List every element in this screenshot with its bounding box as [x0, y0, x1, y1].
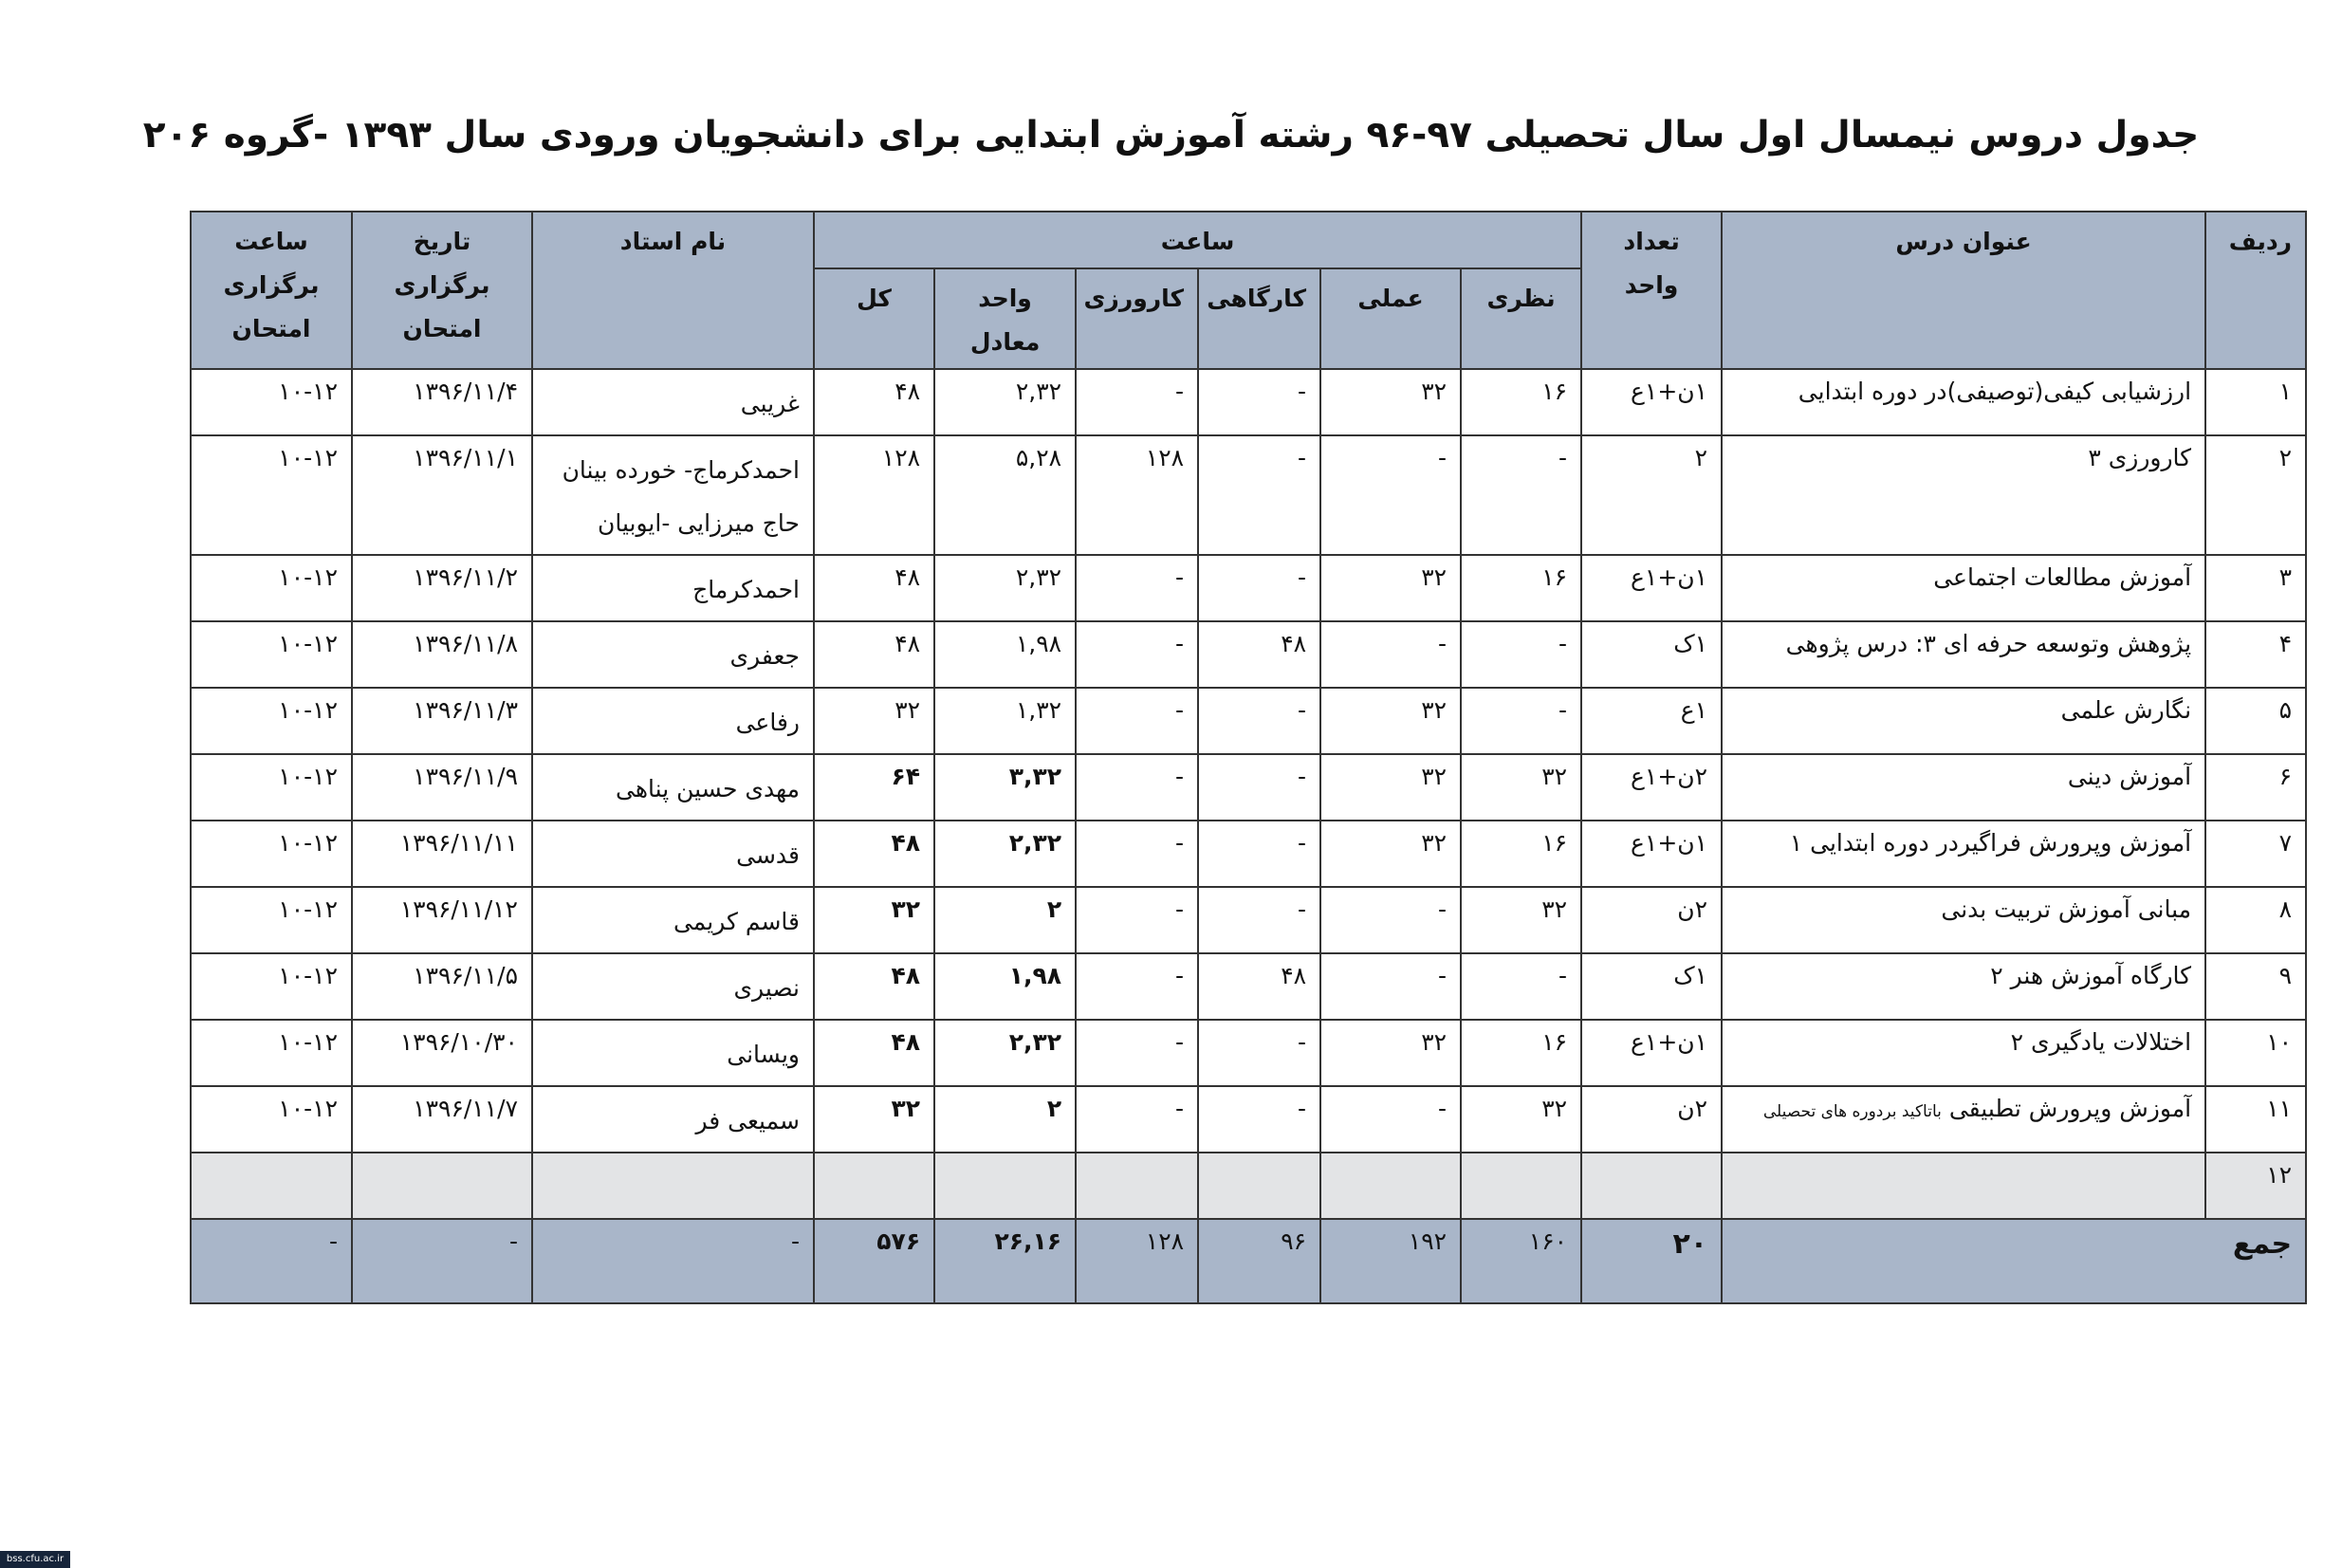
header-internship: کارورزی	[1076, 268, 1198, 369]
workshop-cell: -	[1198, 887, 1320, 953]
units-cell: ۲	[1581, 435, 1722, 555]
total-hours-cell: ۳۲	[814, 688, 934, 754]
total-hours-cell	[814, 1153, 934, 1219]
course-title-cell	[1722, 688, 2205, 754]
equivalent-units-cell: ۲,۳۲	[934, 821, 1076, 887]
practical-cell: ۳۲	[1320, 754, 1461, 821]
practical-cell: ۳۲	[1320, 555, 1461, 621]
professor-cell: احمدکرماج- خورده بینان حاج میرزایی -ایوبیان	[532, 435, 814, 555]
row-number: ۱۰	[2205, 1020, 2306, 1086]
course-title: آموزش وپرورش فراگیردر دوره ابتدایی ۱	[1789, 829, 2192, 857]
table-row	[191, 688, 2306, 754]
exam-date-cell: ۱۳۹۶/۱۱/۷	[352, 1086, 532, 1153]
total-exam-date: -	[352, 1219, 532, 1303]
table-row	[191, 887, 2306, 953]
units-cell: ۱ن+۱ع	[1581, 1020, 1722, 1086]
workshop-cell: -	[1198, 821, 1320, 887]
course-title: نگارش علمی	[2060, 696, 2192, 724]
units-cell	[1581, 1153, 1722, 1219]
professor-cell: مهدی حسین پناهی	[532, 754, 814, 821]
workshop-cell: -	[1198, 754, 1320, 821]
row-number: ۹	[2205, 953, 2306, 1020]
theory-cell: ۱۶	[1461, 555, 1581, 621]
workshop-cell: -	[1198, 688, 1320, 754]
table-row	[191, 1086, 2306, 1153]
theory-cell: -	[1461, 435, 1581, 555]
workshop-cell: -	[1198, 555, 1320, 621]
equivalent-units-cell: ۲,۳۲	[934, 1020, 1076, 1086]
row-number: ۱۲	[2205, 1153, 2306, 1219]
exam-time-cell	[191, 1153, 352, 1219]
theory-cell: -	[1461, 688, 1581, 754]
table-row	[191, 1020, 2306, 1086]
internship-cell: -	[1076, 887, 1198, 953]
exam-date-cell: ۱۳۹۶/۱۰/۳۰	[352, 1020, 532, 1086]
internship-cell: -	[1076, 821, 1198, 887]
header-practical: عملی	[1320, 268, 1461, 369]
course-schedule-table	[190, 211, 2307, 1304]
course-title: ارزشیابی کیفی(توصیفی)در دوره ابتدایی	[1798, 378, 2192, 405]
theory-cell: ۳۲	[1461, 754, 1581, 821]
row-number: ۸	[2205, 887, 2306, 953]
exam-time-cell: ۱۰-۱۲	[191, 688, 352, 754]
total-equivalent-units: ۲۶,۱۶	[934, 1219, 1076, 1303]
course-title: آموزش مطالعات اجتماعی	[1933, 563, 2192, 591]
total-units: ۲۰	[1581, 1219, 1722, 1303]
header-course-title: عنوان درس	[1722, 212, 2205, 369]
row-number: ۵	[2205, 688, 2306, 754]
exam-date-cell: ۱۳۹۶/۱۱/۴	[352, 369, 532, 435]
professor-cell: نصیری	[532, 953, 814, 1020]
header-units: تعداد واحد	[1581, 212, 1722, 369]
units-cell: ۲ن	[1581, 1086, 1722, 1153]
header-hours: ساعت	[814, 212, 1581, 268]
total-hours-cell: ۴۸	[814, 621, 934, 688]
professor-cell: سمیعی فر	[532, 1086, 814, 1153]
theory-cell: ۱۶	[1461, 1020, 1581, 1086]
table-row-total	[191, 1219, 2306, 1303]
header-workshop: کارگاهی	[1198, 268, 1320, 369]
course-title-cell	[1722, 887, 2205, 953]
table-row	[191, 821, 2306, 887]
professor-cell: ویسانی	[532, 1020, 814, 1086]
header-row	[191, 212, 2306, 268]
units-cell: ۱ن+۱ع	[1581, 821, 1722, 887]
table-body	[191, 369, 2306, 1303]
internship-cell: -	[1076, 953, 1198, 1020]
table-row	[191, 555, 2306, 621]
theory-cell	[1461, 1153, 1581, 1219]
row-number: ۴	[2205, 621, 2306, 688]
theory-cell: ۱۶	[1461, 369, 1581, 435]
total-hours-cell: ۶۴	[814, 754, 934, 821]
equivalent-units-cell: ۵,۲۸	[934, 435, 1076, 555]
course-title-cell	[1722, 621, 2205, 688]
row-number: ۷	[2205, 821, 2306, 887]
exam-time-cell: ۱۰-۱۲	[191, 887, 352, 953]
course-title-cell	[1722, 754, 2205, 821]
equivalent-units-cell: ۲,۳۲	[934, 555, 1076, 621]
equivalent-units-cell: ۱,۳۲	[934, 688, 1076, 754]
row-number: ۳	[2205, 555, 2306, 621]
exam-time-cell: ۱۰-۱۲	[191, 435, 352, 555]
table-row-empty	[191, 1153, 2306, 1219]
practical-cell: ۳۲	[1320, 821, 1461, 887]
internship-cell: -	[1076, 754, 1198, 821]
course-title: مبانی آموزش تربیت بدنی	[1941, 895, 2192, 923]
equivalent-units-cell: ۲,۳۲	[934, 369, 1076, 435]
exam-time-cell: ۱۰-۱۲	[191, 1020, 352, 1086]
workshop-cell: -	[1198, 435, 1320, 555]
internship-cell	[1076, 1153, 1198, 1219]
exam-time-cell: ۱۰-۱۲	[191, 1086, 352, 1153]
professor-cell	[532, 1153, 814, 1219]
exam-date-cell: ۱۳۹۶/۱۱/۸	[352, 621, 532, 688]
course-title-cell	[1722, 369, 2205, 435]
professor-cell: جعفری	[532, 621, 814, 688]
practical-cell: -	[1320, 621, 1461, 688]
header-exam-date: تاریخ برگزاری امتحان	[352, 212, 532, 369]
row-number: ۶	[2205, 754, 2306, 821]
equivalent-units-cell: ۲	[934, 887, 1076, 953]
site-logo: bss.cfu.ac.ir	[0, 1551, 70, 1568]
exam-time-cell: ۱۰-۱۲	[191, 555, 352, 621]
page-title: جدول دروس نیمسال اول سال تحصیلی ۹۷-۹۶ رشته آموزش ابتدایی برای دانشجویان ورودی سال ۱۳۹۳ -گروه ۲۰۶	[142, 114, 2200, 157]
exam-date-cell: ۱۳۹۶/۱۱/۳	[352, 688, 532, 754]
theory-cell: -	[1461, 621, 1581, 688]
course-title-cell	[1722, 1153, 2205, 1219]
professor-cell: رفاعی	[532, 688, 814, 754]
internship-cell: -	[1076, 1086, 1198, 1153]
course-title: کارورزی ۳	[2088, 444, 2192, 471]
workshop-cell: ۴۸	[1198, 621, 1320, 688]
internship-cell: -	[1076, 688, 1198, 754]
internship-cell: -	[1076, 555, 1198, 621]
total-workshop: ۹۶	[1198, 1219, 1320, 1303]
exam-time-cell: ۱۰-۱۲	[191, 821, 352, 887]
professor-cell: قاسم کریمی	[532, 887, 814, 953]
exam-time-cell: ۱۰-۱۲	[191, 621, 352, 688]
total-professor: -	[532, 1219, 814, 1303]
workshop-cell: ۴۸	[1198, 953, 1320, 1020]
exam-time-cell: ۱۰-۱۲	[191, 369, 352, 435]
total-hours-cell: ۱۲۸	[814, 435, 934, 555]
course-title: پژوهش وتوسعه حرفه ای ۳: درس پژوهی	[1785, 630, 2192, 657]
total-theory: ۱۶۰	[1461, 1219, 1581, 1303]
practical-cell: -	[1320, 887, 1461, 953]
course-title: آموزش وپرورش تطبیقی	[1948, 1095, 2192, 1122]
course-title: اختلالات یادگیری ۲	[2010, 1028, 2192, 1056]
equivalent-units-cell	[934, 1153, 1076, 1219]
table-row	[191, 435, 2306, 555]
practical-cell: ۳۲	[1320, 369, 1461, 435]
internship-cell: -	[1076, 1020, 1198, 1086]
table-row	[191, 754, 2306, 821]
course-title-cell	[1722, 1086, 2205, 1153]
course-title: آموزش دینی	[2067, 763, 2192, 790]
total-hours-cell: ۴۸	[814, 1020, 934, 1086]
internship-cell: -	[1076, 369, 1198, 435]
practical-cell: ۳۲	[1320, 688, 1461, 754]
exam-date-cell: ۱۳۹۶/۱۱/۵	[352, 953, 532, 1020]
table-row	[191, 369, 2306, 435]
equivalent-units-cell: ۲	[934, 1086, 1076, 1153]
exam-date-cell: ۱۳۹۶/۱۱/۹	[352, 754, 532, 821]
units-cell: ۲ن	[1581, 887, 1722, 953]
total-hours-cell: ۴۸	[814, 821, 934, 887]
total-hours-cell: ۴۸	[814, 555, 934, 621]
units-cell: ۱ع	[1581, 688, 1722, 754]
equivalent-units-cell: ۱,۹۸	[934, 621, 1076, 688]
units-cell: ۱ک	[1581, 953, 1722, 1020]
practical-cell: -	[1320, 1086, 1461, 1153]
total-hours-cell: ۴۸	[814, 369, 934, 435]
professor-cell: غریبی	[532, 369, 814, 435]
equivalent-units-cell: ۳,۳۲	[934, 754, 1076, 821]
equivalent-units-cell: ۱,۹۸	[934, 953, 1076, 1020]
total-internship: ۱۲۸	[1076, 1219, 1198, 1303]
exam-time-cell: ۱۰-۱۲	[191, 754, 352, 821]
row-number: ۲	[2205, 435, 2306, 555]
exam-date-cell: ۱۳۹۶/۱۱/۱۲	[352, 887, 532, 953]
table-row	[191, 621, 2306, 688]
total-hours-cell: ۴۸	[814, 953, 934, 1020]
exam-date-cell: ۱۳۹۶/۱۱/۱	[352, 435, 532, 555]
course-title: کارگاه آموزش هنر ۲	[1990, 962, 2192, 989]
professor-cell: احمدکرماج	[532, 555, 814, 621]
units-cell: ۲ن+۱ع	[1581, 754, 1722, 821]
workshop-cell	[1198, 1153, 1320, 1219]
professor-cell: قدسی	[532, 821, 814, 887]
theory-cell: ۳۲	[1461, 1086, 1581, 1153]
practical-cell: ۳۲	[1320, 1020, 1461, 1086]
course-title-cell	[1722, 435, 2205, 555]
practical-cell: -	[1320, 435, 1461, 555]
course-title-cell	[1722, 555, 2205, 621]
total-hours-cell: ۳۲	[814, 887, 934, 953]
internship-cell: -	[1076, 621, 1198, 688]
header-professor: نام استاد	[532, 212, 814, 369]
table-row	[191, 953, 2306, 1020]
workshop-cell: -	[1198, 1086, 1320, 1153]
header-equivalent-units: واحد معادل	[934, 268, 1076, 369]
theory-cell: ۳۲	[1461, 887, 1581, 953]
course-title-cell	[1722, 953, 2205, 1020]
theory-cell: -	[1461, 953, 1581, 1020]
course-title-cell	[1722, 1020, 2205, 1086]
units-cell: ۱ک	[1581, 621, 1722, 688]
practical-cell: -	[1320, 953, 1461, 1020]
header-theory: نظری	[1461, 268, 1581, 369]
total-exam-time: -	[191, 1219, 352, 1303]
units-cell: ۱ن+۱ع	[1581, 369, 1722, 435]
units-cell: ۱ن+۱ع	[1581, 555, 1722, 621]
total-label: جمع	[1722, 1219, 2306, 1303]
row-number: ۱	[2205, 369, 2306, 435]
workshop-cell: -	[1198, 369, 1320, 435]
workshop-cell: -	[1198, 1020, 1320, 1086]
total-hours-cell: ۳۲	[814, 1086, 934, 1153]
exam-date-cell	[352, 1153, 532, 1219]
theory-cell: ۱۶	[1461, 821, 1581, 887]
exam-date-cell: ۱۳۹۶/۱۱/۱۱	[352, 821, 532, 887]
internship-cell: ۱۲۸	[1076, 435, 1198, 555]
course-title-cell	[1722, 821, 2205, 887]
row-number: ۱۱	[2205, 1086, 2306, 1153]
total-practical: ۱۹۲	[1320, 1219, 1461, 1303]
course-note: باتاکید بردوره های تحصیلی	[1762, 1102, 1942, 1121]
header-row-number: ردیف	[2205, 212, 2306, 369]
total-hours: ۵۷۶	[814, 1219, 934, 1303]
header-exam-time: ساعت برگزاری امتحان	[191, 212, 352, 369]
header-total-hours: کل	[814, 268, 934, 369]
exam-time-cell: ۱۰-۱۲	[191, 953, 352, 1020]
practical-cell	[1320, 1153, 1461, 1219]
exam-date-cell: ۱۳۹۶/۱۱/۲	[352, 555, 532, 621]
